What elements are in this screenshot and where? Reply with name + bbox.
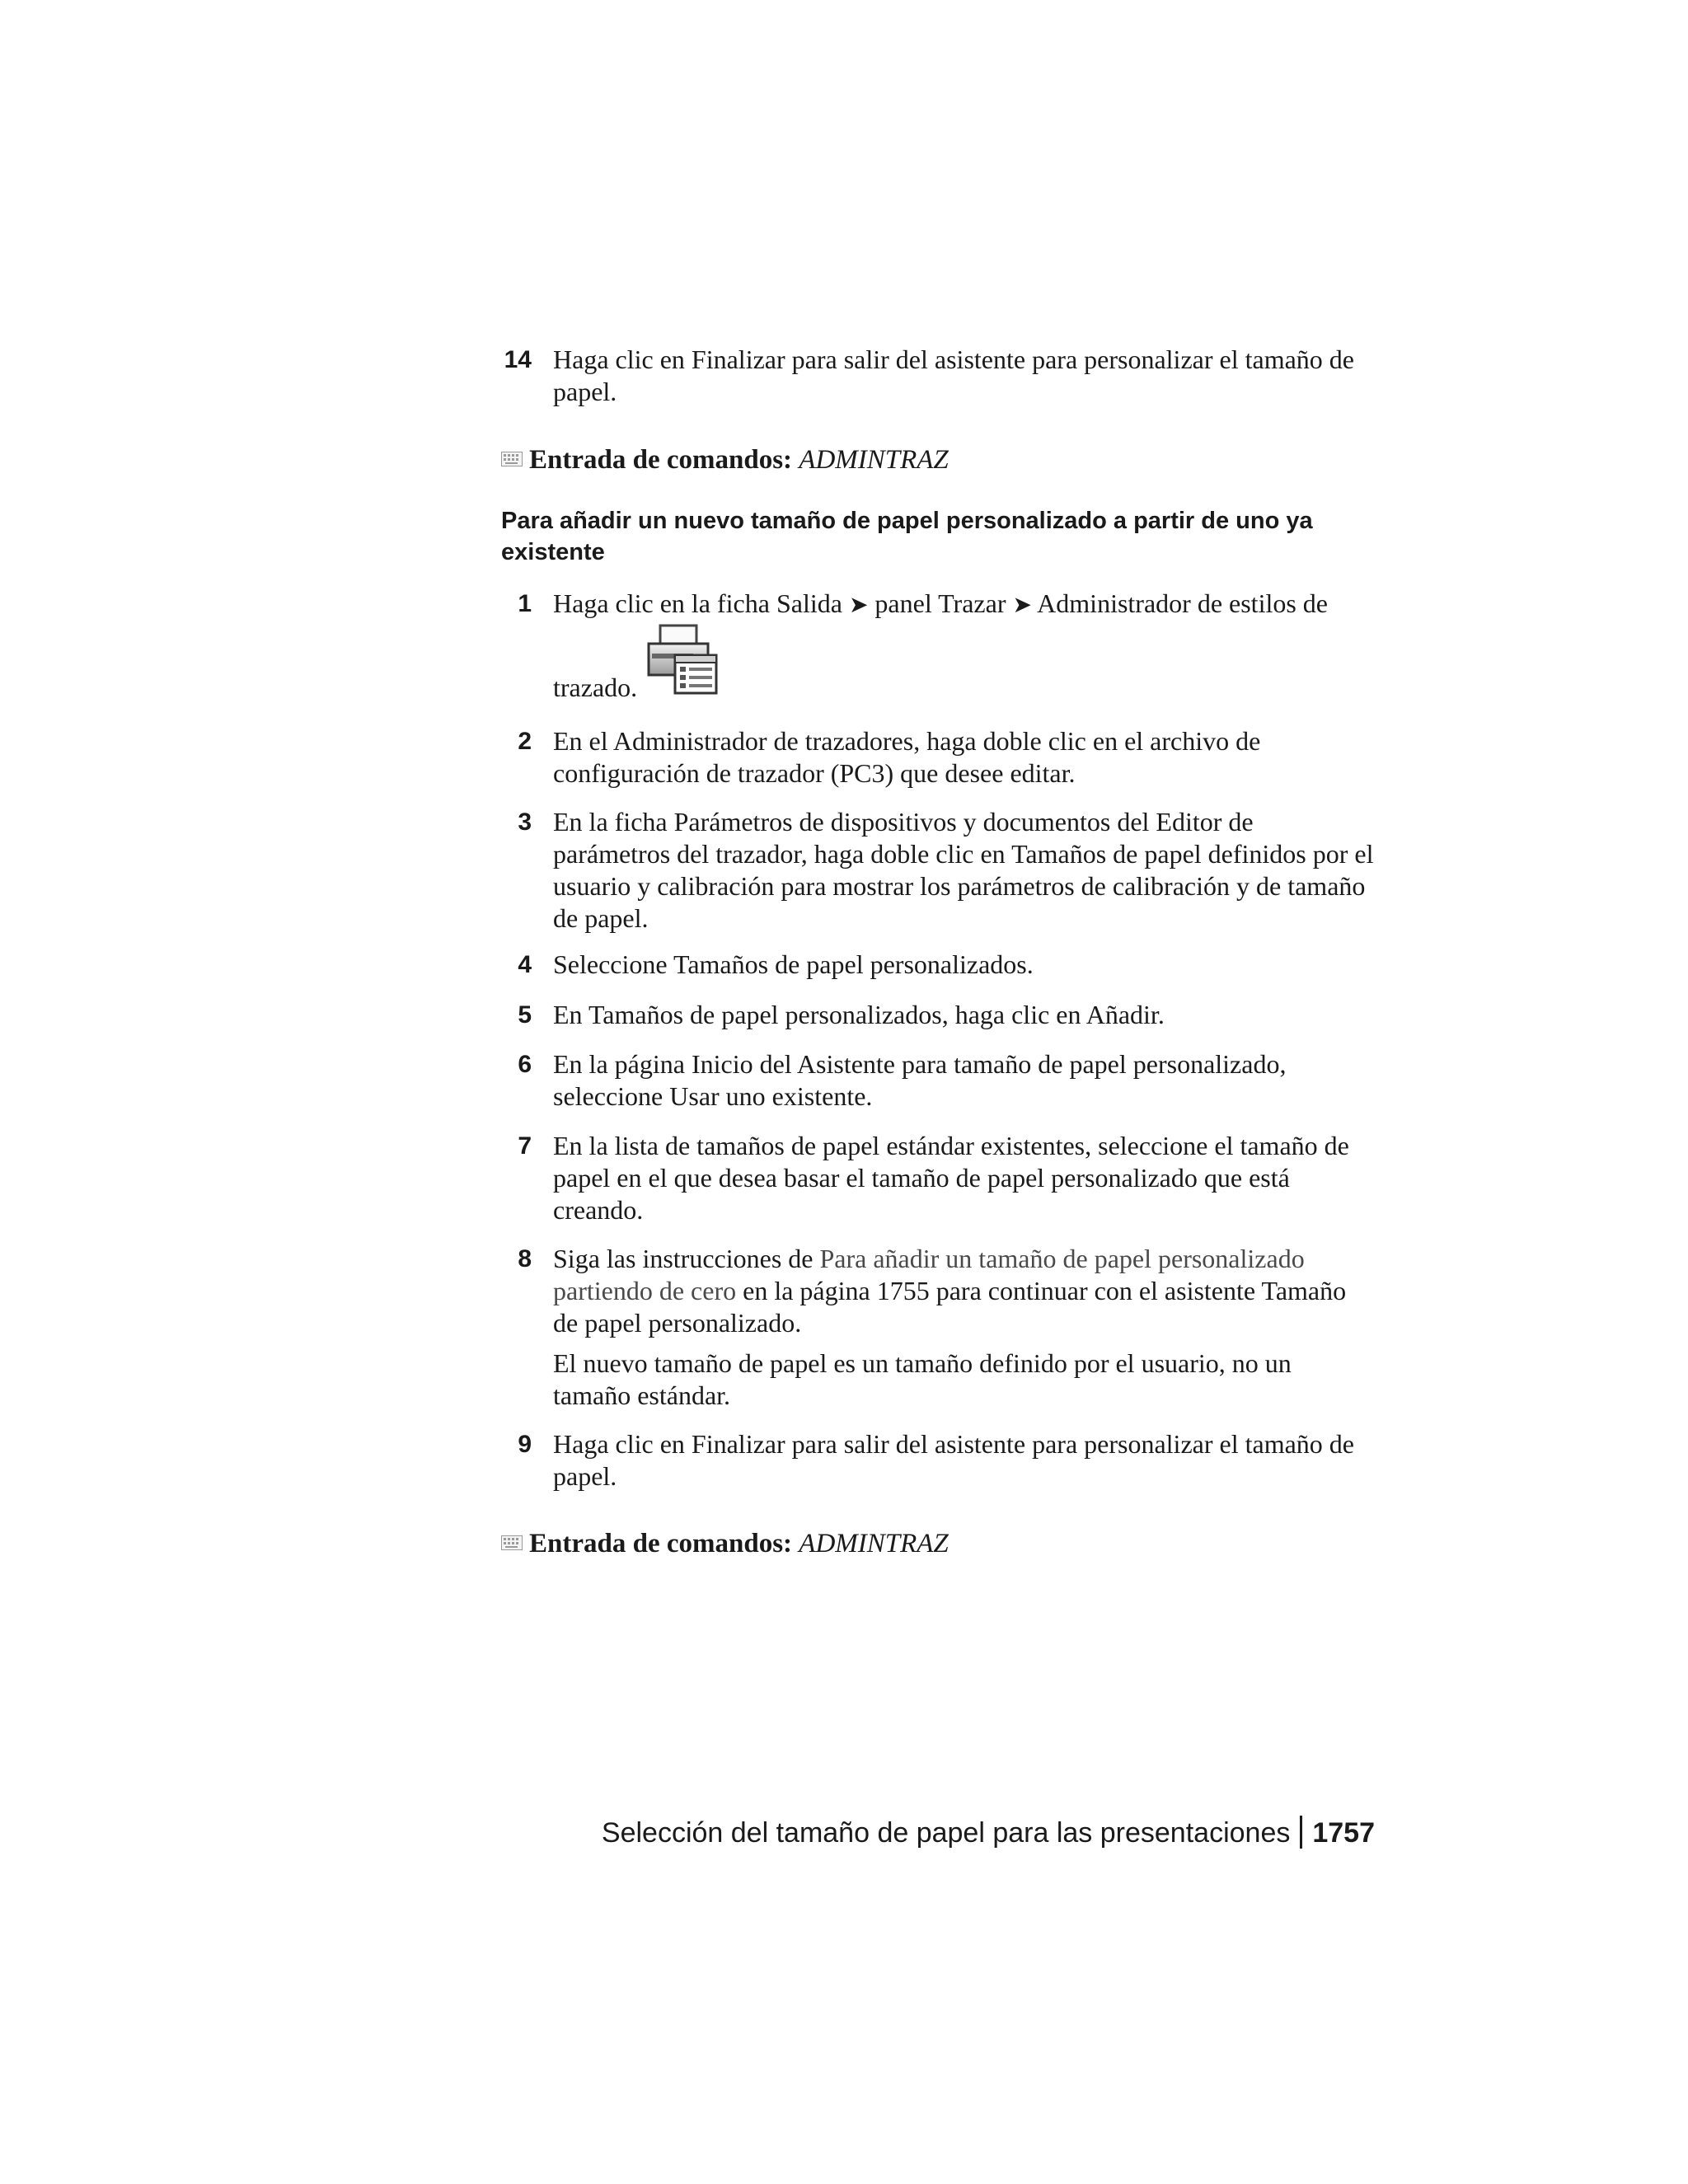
keyboard-icon <box>501 1526 523 1558</box>
step-text-part: en la página 1755 para continuar con el asistente Tamaño de papel personalizado. <box>553 1276 1347 1338</box>
page-footer <box>528 1816 1375 1851</box>
step-3 <box>497 806 1375 935</box>
step-text <box>553 588 1375 704</box>
step-paragraph <box>553 1243 1375 1339</box>
step-text-part: Haga clic en la ficha Salida <box>553 588 842 618</box>
step-number: 8 <box>518 1245 532 1272</box>
command-entry <box>501 443 949 478</box>
step-number: 9 <box>518 1431 532 1458</box>
command-value: ADMINTRAZ <box>799 1529 949 1558</box>
plotter-manager-icon <box>644 621 720 704</box>
step-5 <box>497 999 1375 1031</box>
step-number: 1 <box>518 590 532 617</box>
step-text: Seleccione Tamaños de papel personalizados. <box>553 949 1034 979</box>
step-text-part: panel Trazar <box>874 588 1006 618</box>
step-1 <box>497 588 1375 704</box>
page-number: 1757 <box>1312 1817 1375 1849</box>
step-7 <box>497 1130 1375 1226</box>
step-number: 6 <box>518 1051 532 1078</box>
menu-arrow-icon: ➤ <box>1012 591 1032 618</box>
step-text <box>553 1243 1375 1412</box>
step-note: El nuevo tamaño de papel es un tamaño definido por el usuario, no un tamaño estándar. <box>553 1348 1292 1410</box>
step-text-part: Administrador de estilos de trazado. <box>553 588 1328 702</box>
step-text-part: Siga las instrucciones de <box>553 1244 814 1273</box>
step-14 <box>497 344 1375 408</box>
cross-reference-link[interactable]: Para añadir un tamaño de papel personalizado partiendo de cero <box>553 1244 1305 1305</box>
step-number: 7 <box>518 1132 532 1160</box>
step-number: 5 <box>518 1001 532 1029</box>
step-number: 4 <box>518 951 532 978</box>
command-label: Entrada de comandos: <box>529 445 793 475</box>
step-8 <box>497 1243 1375 1412</box>
command-label: Entrada de comandos: <box>529 1529 793 1558</box>
step-text: En la página Inicio del Asistente para tamaño de papel personalizado, seleccione Usar uno existente. <box>553 1049 1287 1111</box>
step-text: En Tamaños de papel personalizados, haga clic en Añadir. <box>553 1000 1165 1029</box>
step-number: 3 <box>518 808 532 836</box>
step-number: 2 <box>518 728 532 755</box>
step-text: En la lista de tamaños de papel estándar existentes, seleccione el tamaño de papel en el que desea basar el tamaño de papel personalizado que está creando. <box>553 1131 1349 1225</box>
footer-separator <box>1300 1816 1302 1849</box>
step-4 <box>497 949 1375 981</box>
step-number: 14 <box>504 346 532 373</box>
keyboard-icon <box>501 442 523 475</box>
step-2 <box>497 725 1375 790</box>
step-6 <box>497 1048 1375 1113</box>
command-value: ADMINTRAZ <box>799 445 949 475</box>
menu-arrow-icon: ➤ <box>848 591 869 618</box>
step-text: En el Administrador de trazadores, haga doble clic en el archivo de configuración de trazador (PC3) que desee editar. <box>553 726 1261 788</box>
step-text: Haga clic en Finalizar para salir del asistente para personalizar el tamaño de papel. <box>553 344 1354 406</box>
command-entry <box>501 1527 949 1562</box>
step-text: En la ficha Parámetros de dispositivos y documentos del Editor de parámetros del trazador, haga doble clic en Tamaños de papel definidos por el usuario y calibración para mostrar los parámetros de calibración y de tamaño de papel. <box>553 807 1374 933</box>
section-heading: Para añadir un nuevo tamaño de papel personalizado a partir de uno ya existente <box>501 508 1313 565</box>
step-9 <box>497 1428 1375 1493</box>
step-text: Haga clic en Finalizar para salir del asistente para personalizar el tamaño de papel. <box>553 1429 1354 1491</box>
footer-title: Selección del tamaño de papel para las presentaciones <box>601 1817 1291 1849</box>
